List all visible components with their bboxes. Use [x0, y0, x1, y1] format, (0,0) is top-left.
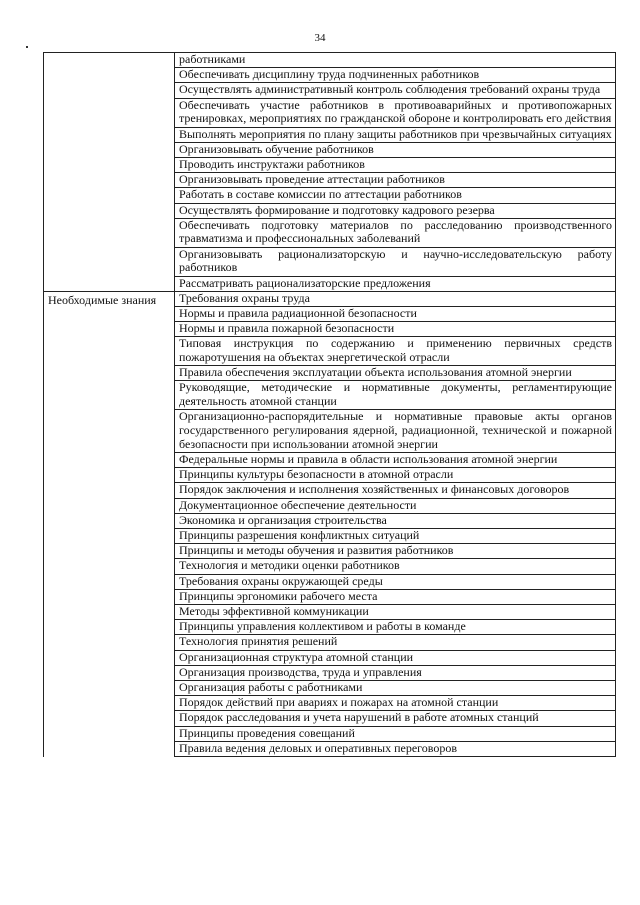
- list-item: Обеспечивать участие работников в противоаварийных и противопожарных тренировках, мероприятиях по гражданской обороне и контролировать его действия: [175, 98, 616, 127]
- requirements-table-body: [44, 53, 616, 757]
- list-item: Методы эффективной коммуникации: [175, 605, 616, 620]
- list-item: Организовывать рационализаторскую и научно-исследовательскую работу работников: [175, 247, 616, 276]
- list-item: Осуществлять административный контроль соблюдения требований охраны труда: [175, 83, 616, 98]
- list-item: Выполнять мероприятия по плану защиты работников при чрезвычайных ситуациях: [175, 127, 616, 142]
- list-item: Организация производства, труда и управления: [175, 665, 616, 680]
- list-item: Работать в составе комиссии по аттестации работников: [175, 188, 616, 203]
- list-item: Принципы культуры безопасности в атомной отрасли: [175, 468, 616, 483]
- list-item: Нормы и правила радиационной безопасности: [175, 306, 616, 321]
- list-item: Порядок расследования и учета нарушений в работе атомных станций: [175, 711, 616, 726]
- list-item: Принципы разрешения конфликтных ситуаций: [175, 529, 616, 544]
- list-item: Типовая инструкция по содержанию и применению первичных средств пожаротушения на объектах энергетической отрасли: [175, 337, 616, 366]
- requirements-table: [43, 52, 616, 757]
- list-item: Федеральные нормы и правила в области использования атомной энергии: [175, 452, 616, 467]
- page-number: 34: [314, 32, 326, 44]
- table-row: [44, 291, 616, 306]
- list-item: Организационно-распорядительные и нормативные правовые акты органов государственного регулирования ядерной, радиационной, технической и пожарной безопасности при использовании атомной энергии: [175, 410, 616, 453]
- list-item: Руководящие, методические и нормативные документы, регламентирующие деятельность атомной станции: [175, 381, 616, 410]
- list-item: Рассматривать рационализаторские предложения: [175, 276, 616, 291]
- table-row: [44, 53, 616, 68]
- list-item: Правила ведения деловых и оперативных переговоров: [175, 741, 616, 756]
- list-item: Организовывать проведение аттестации работников: [175, 173, 616, 188]
- list-item: Требования охраны окружающей среды: [175, 574, 616, 589]
- list-item: Осуществлять формирование и подготовку кадрового резерва: [175, 203, 616, 218]
- section-label: Необходимые знания: [44, 291, 175, 756]
- list-item: Проводить инструктажи работников: [175, 157, 616, 172]
- list-item: Требования охраны труда: [175, 291, 616, 306]
- section-label: [44, 53, 175, 292]
- list-item: Технология и методики оценки работников: [175, 559, 616, 574]
- list-item: работниками: [175, 53, 616, 68]
- list-item: Принципы проведения совещаний: [175, 726, 616, 741]
- list-item: Технология принятия решений: [175, 635, 616, 650]
- list-item: Нормы и правила пожарной безопасности: [175, 322, 616, 337]
- list-item: Обеспечивать дисциплину труда подчиненных работников: [175, 68, 616, 83]
- list-item: Организационная структура атомной станции: [175, 650, 616, 665]
- scan-speck: [26, 46, 28, 48]
- list-item: Обеспечивать подготовку материалов по расследованию производственного травматизма и профессиональных заболеваний: [175, 218, 616, 247]
- list-item: Принципы эргономики рабочего места: [175, 589, 616, 604]
- list-item: Принципы управления коллективом и работы в команде: [175, 620, 616, 635]
- list-item: Организовывать обучение работников: [175, 142, 616, 157]
- list-item: Документационное обеспечение деятельности: [175, 498, 616, 513]
- list-item: Экономика и организация строительства: [175, 513, 616, 528]
- list-item: Правила обеспечения эксплуатации объекта использования атомной энергии: [175, 366, 616, 381]
- list-item: Организация работы с работниками: [175, 681, 616, 696]
- list-item: Порядок действий при авариях и пожарах на атомной станции: [175, 696, 616, 711]
- list-item: Порядок заключения и исполнения хозяйственных и финансовых договоров: [175, 483, 616, 498]
- list-item: Принципы и методы обучения и развития работников: [175, 544, 616, 559]
